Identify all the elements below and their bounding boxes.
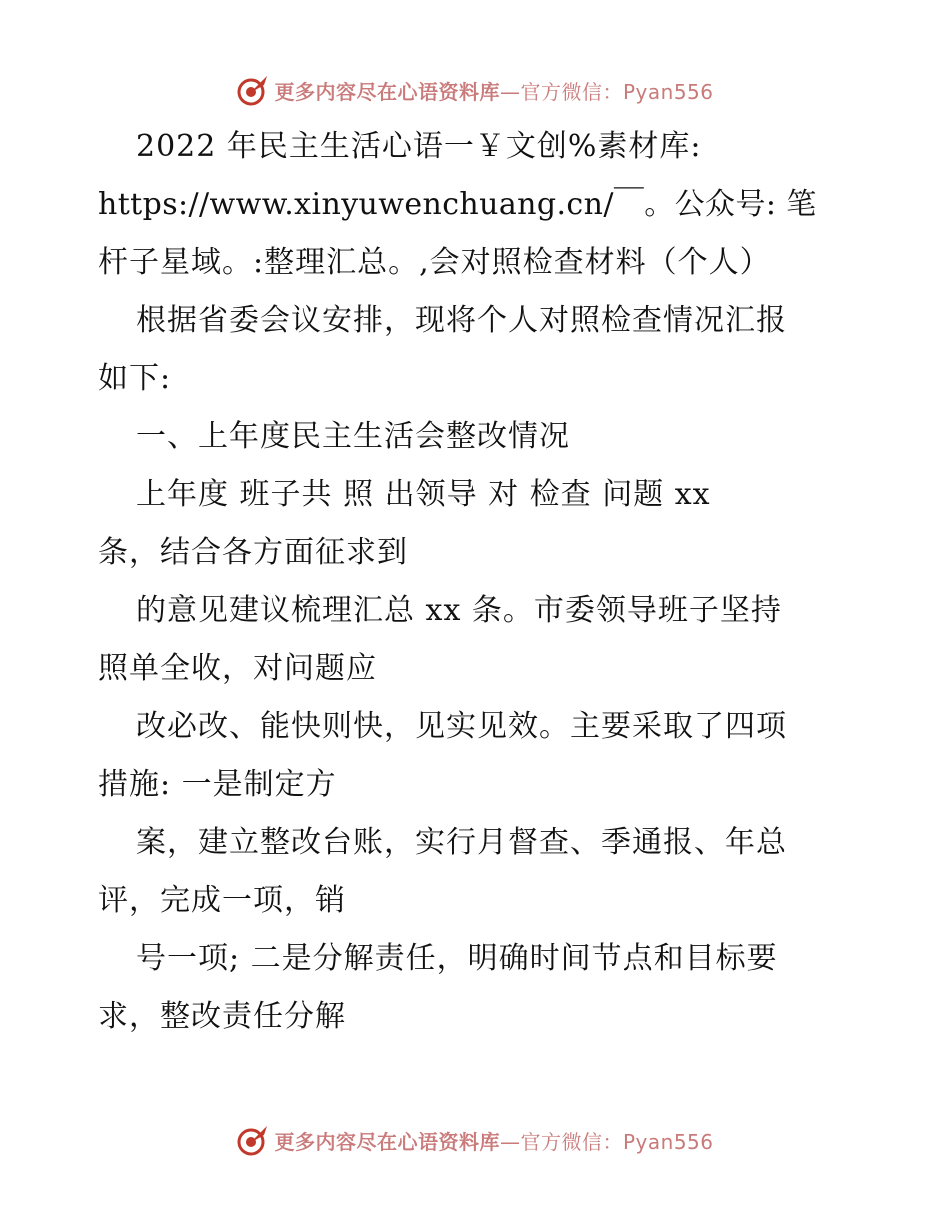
document-line-1: 2022 年民主生活心语一￥文创%素材库: <box>136 129 702 164</box>
banner-handle: Pyan556 <box>622 1129 714 1154</box>
document-line-15: 号一项; 二是分解责任，明确时间节点和目标要 <box>136 941 778 976</box>
banner-separator: — <box>499 79 521 104</box>
document-line-2: https://www.xinyuwenchuang.cn/￣。公众号: 笔 <box>98 187 817 222</box>
banner-separator: — <box>499 1129 521 1154</box>
document-line-10: 照单全收，对问题应 <box>98 651 377 686</box>
document-line-16: 求，整改责任分解 <box>98 999 346 1034</box>
banner-handle: Pyan556 <box>622 79 714 104</box>
quill-logo-icon <box>236 73 270 107</box>
document-line-7: 上年度 班子共 照 出领导 对 检查 问题 xx <box>136 477 711 512</box>
document-line-8: 条，结合各方面征求到 <box>98 535 408 570</box>
banner-wechat-label: 官方微信： <box>520 79 623 104</box>
footer-watermark-banner <box>0 1120 950 1160</box>
document-line-12: 措施: 一是制定方 <box>98 767 337 802</box>
document-line-4: 根据省委会议安排，现将个人对照检查情况汇报 <box>136 303 787 338</box>
banner-wechat-label: 官方微信： <box>520 1129 623 1154</box>
section-heading: 一、上年度民主生活会整改情况 <box>136 419 570 454</box>
banner-text <box>274 1126 713 1155</box>
banner-brand: 更多内容尽在心语资料库 <box>274 1129 500 1154</box>
quill-logo-icon <box>236 1123 270 1157</box>
document-line-5: 如下: <box>98 361 172 396</box>
document-line-11: 改必改、能快则快，见实见效。主要采取了四项 <box>136 709 787 744</box>
document-line-13: 案，建立整改台账，实行月督查、季通报、年总 <box>136 825 787 860</box>
banner-text <box>274 76 713 105</box>
document-line-3: 杆子星域。:整理汇总。,会对照检查材料（个人） <box>98 245 771 280</box>
document-line-9: 的意见建议梳理汇总 xx 条。市委领导班子坚持 <box>136 593 782 628</box>
banner-brand: 更多内容尽在心语资料库 <box>274 79 500 104</box>
document-line-14: 评，完成一项，销 <box>98 883 346 918</box>
header-watermark-banner <box>0 70 950 110</box>
document-body <box>98 118 858 1046</box>
